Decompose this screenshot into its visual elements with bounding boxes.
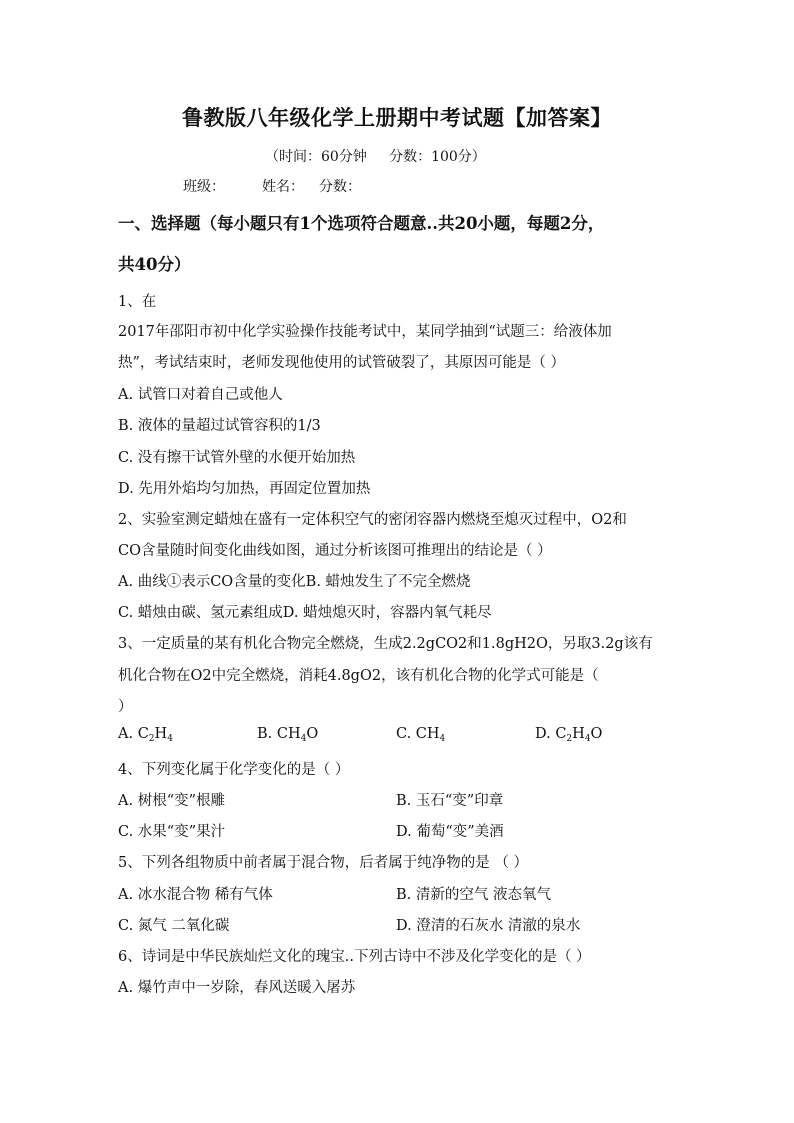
class-label: 班级： [183, 179, 225, 195]
q1-stem-cont: 热”，考试结束时，老师发现他使用的试管破裂了，其原因可能是（ ） [118, 355, 566, 371]
q5-option-a: A. 冰水混合物 稀有气体 [118, 887, 273, 903]
q6-option-a: A. 爆竹声中一岁除，春风送暖入屠苏 [118, 980, 356, 996]
q1-option-b: B. 液体的量超过试管容积的1/3 [118, 418, 321, 434]
q3-option-b: B. $CH_4O$ [257, 726, 319, 744]
q1-option-c: C. 没有擦干试管外壁的水便开始加热 [118, 450, 356, 466]
q5-option-c: C. 氮气 二氧化碳 [118, 918, 230, 934]
score-label: 分数： [319, 179, 361, 195]
q3-option-c: C. $CH_4$ [396, 726, 446, 744]
q5-option-b: B. 清新的空气 液态氧气 [396, 887, 551, 903]
q1-option-a: A. 试管口对着自己或他人 [118, 387, 283, 403]
q3-stem-cont: 机化合物在O2中完全燃烧，消耗4.8gO2，该有机化合物的化学式可能是（ [118, 668, 599, 684]
q2-stem-cont: CO含量随时间变化曲线如图，通过分析该图可推理出的结论是（ ） [118, 543, 552, 559]
q6-stem: 6、诗词是中华民族灿烂文化的瑰宝..下列古诗中不涉及化学变化的是（ ） [118, 949, 591, 965]
q5-option-d: D. 澄清的石灰水 清澈的泉水 [396, 918, 581, 934]
q2-option-cd: C. 蜡烛由碳、氢元素组成D. 蜡烛熄灭时，容器内氧气耗尽 [118, 605, 492, 621]
q4-option-b: B. 玉石“变”印章 [396, 793, 504, 809]
q3-option-d: D. $C_2H_4O$ [535, 726, 603, 744]
q4-stem: 4、下列变化属于化学变化的是（ ） [118, 762, 350, 778]
q1-number: 1、在 [118, 294, 157, 310]
name-label: 姓名： [262, 179, 304, 195]
exam-time-info: （时间：60分钟 分数：100分） [265, 149, 486, 165]
q4-option-c: C. 水果“变”果汁 [118, 824, 226, 840]
section-heading-cont: 共40分） [118, 255, 191, 274]
q5-stem: 5、下列各组物质中前者属于混合物，后者属于纯净物的是 （ ） [118, 855, 528, 871]
q3-option-a: A. $C_2H_4$ [118, 726, 173, 744]
q2-stem: 2、实验室测定蜡烛在盛有一定体积空气的密闭容器内燃烧至熄灭过程中，O2和 [118, 512, 627, 528]
q1-stem: 2017年邵阳市初中化学实验操作技能考试中，某同学抽到“试题三：给液体加 [118, 324, 612, 340]
q3-stem: 3、一定质量的某有机化合物完全燃烧，生成2.2gCO2和1.8gH2O，另取3.2g该有 [118, 636, 653, 652]
q2-option-ab: A. 曲线①表示CO含量的变化B. 蜡烛发生了不完全燃烧 [118, 574, 471, 590]
q4-option-d: D. 葡萄“变”美酒 [396, 824, 504, 840]
q4-option-a: A. 树根“变”根雕 [118, 793, 226, 809]
section-heading: 一、选择题（每小题只有1个选项符合题意..共20小题，每题2分， [118, 214, 605, 233]
q1-option-d: D. 先用外焰均匀加热，再固定位置加热 [118, 481, 371, 497]
q3-stem-end: ） [118, 699, 133, 715]
page-title: 鲁教版八年级化学上册期中考试题【加答案】 [182, 105, 612, 130]
